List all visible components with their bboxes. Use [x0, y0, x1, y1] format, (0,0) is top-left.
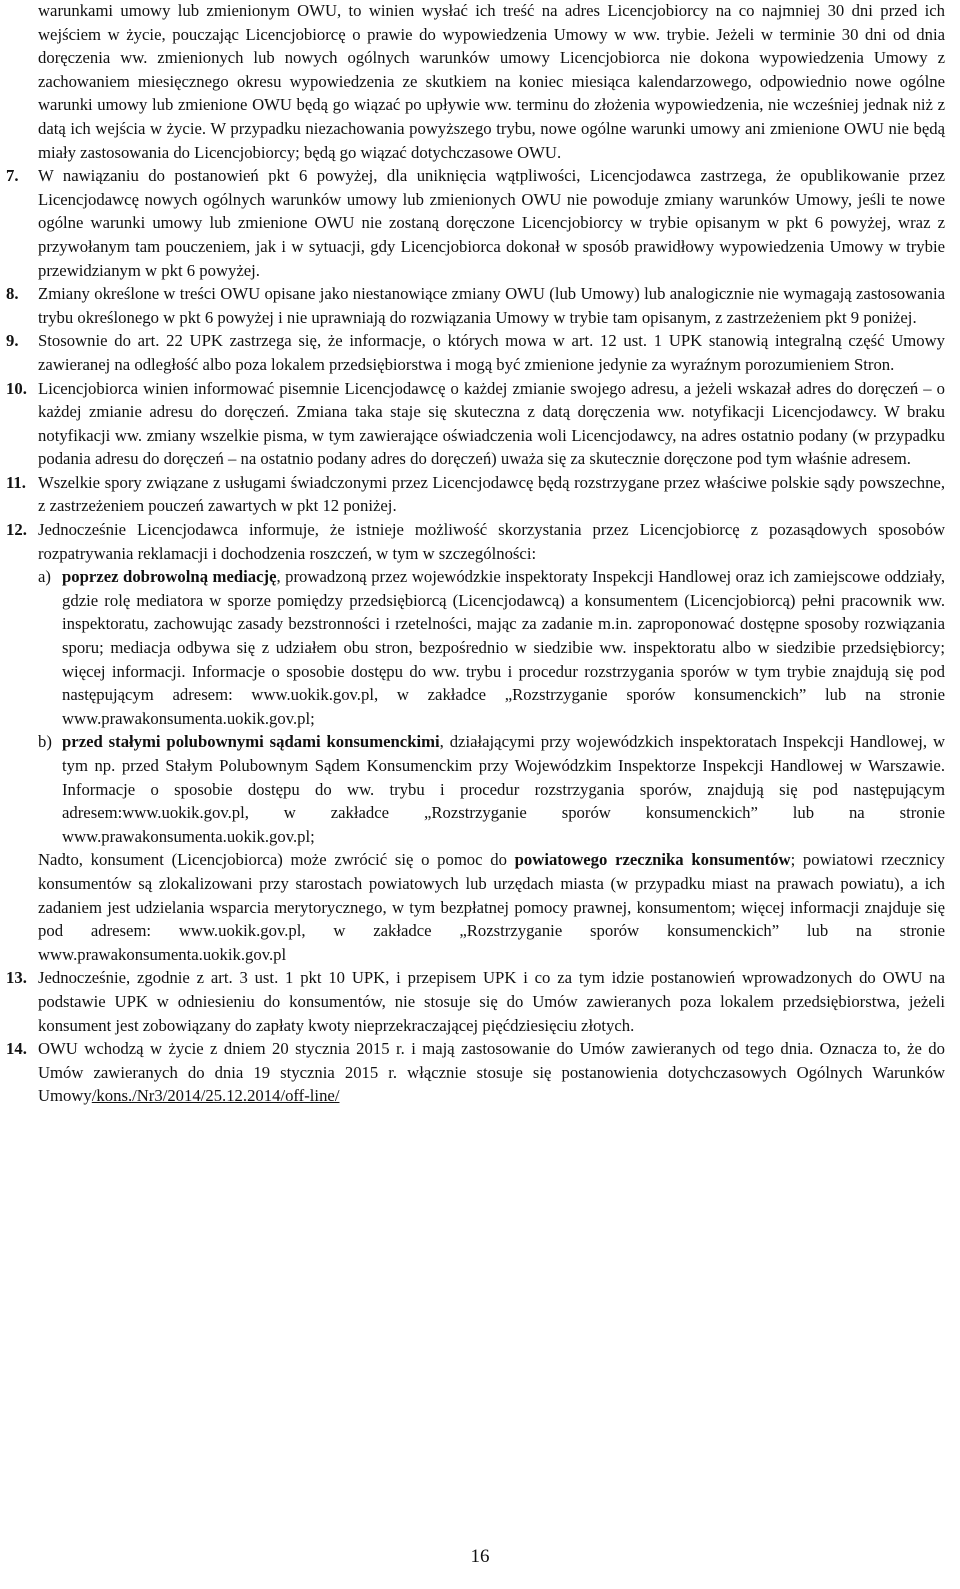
sub-item-b [38, 730, 960, 848]
sub-item-label: a) [38, 567, 51, 587]
list-item-14 [0, 1037, 960, 1108]
item-text: Zmiany określone w treści OWU opisane jako niestanowiące zmiany OWU (lub Umowy) lub analogicznie nie wymagają zastosowania trybu określonego w pkt 6 powyżej i nie uprawniają do rozwiązania Umowy w trybie tam opisanym, z zastrzeżeniem pkt 9 poniżej. [38, 284, 945, 327]
note-pre: Nadto, konsument (Licencjobiorca) może zwrócić się o pomoc do [38, 850, 515, 870]
item-number: 11. [6, 472, 26, 492]
sub-item-bold: poprzez dobrowolną mediację [62, 567, 277, 587]
item-text: Licencjobiorca winien informować pisemnie Licencjodawcę o każdej zmianie swojego adresu, a jeżeli wskazał adres do doręczeń – o każdej zmianie adresu do doręczeń. Zmiana taka staje się skuteczna z datą doręczenia ww. notyfikacji Licencjodawcy. W braku notyfikacji ww. zmiany wszelkie pisma, w tym zawierające oświadczenia woli Licencjodawcy, na adres ostatnio podany (w przypadku podania adresu do doręczeń – na ostatnio podany adres do doręczeń) uważa się za skutecznie doręczone pod tym właśnie adresem. [38, 378, 945, 469]
item-6-continuation: warunkami umowy lub zmienionym OWU, to winien wysłać ich treść na adres Licencjobiorcy na co najmniej 30 dni przed ich wejściem w życie, pouczając Licencjobiorcę o prawie do wypowiedzenia Umowy w ww. trybie. Jeżeli w terminie 30 dni od dnia doręczenia ww. zmienionych lub nowych ogólnych warunków umowy Licencjobiorca nie dokona wypowiedzenia Umowy z zachowaniem miesięcznego okresu wypowiedzenia ze skutkiem na koniec miesiąca kalendarzowego, odpowiednio nowe ogólne warunki umowy lub zmienione OWU będą go wiązać po upływie ww. terminu do złożenia wypowiedzenia, nie wcześniej jednak niż z datą ich wejścia w życie. W przypadku niezachowania powyższego trybu, nowe ogólne warunki umowy ani zmienione OWU nie będą miały zastosowania do Licencjobiorcy; będą go wiązać dotychczasowe OWU. [38, 1, 945, 162]
item-number: 14. [6, 1039, 27, 1059]
list-item-11 [0, 471, 960, 518]
sub-item-text [62, 730, 945, 848]
item-text [38, 1037, 945, 1108]
item-body: OWU wchodzą w życie z dniem 20 stycznia 2015 r. i mają zastosowanie do Umów zawieranych od tego dnia. Oznacza to, że do Umów zawieranych do dnia 19 stycznia 2015 r. włącznie stosuje się postanowienia dotychczasowych Ogólnych Warunków Umowy [38, 1039, 945, 1106]
sub-item-bold: przed stałymi polubownymi sądami konsumenckimi [62, 732, 440, 752]
note-bold: powiatowego rzecznika konsumentów [514, 850, 791, 870]
item-text: Jednocześnie, zgodnie z art. 3 ust. 1 pkt 10 UPK, i przepisem UPK i co za tym idzie postanowień wprowadzonych do OWU na podstawie UPK w odniesieniu do konsumentów, nie stosuje się do Umów zawieranych poza lokalem przedsiębiorstwa, jeżeli konsument jest zobowiązany do zapłaty kwoty nieprzekraczającej pięćdziesięciu złotych. [38, 968, 945, 1035]
item-text: Jednocześnie Licencjodawca informuje, że istnieje możliwość skorzystania przez Licencjobiorcę z pozasądowych sposobów rozpatrywania reklamacji i dochodzenia roszczeń, w tym w szczególności: [38, 520, 945, 563]
item-text: Stosownie do art. 22 UPK zastrzega się, że informacje, o których mowa w art. 12 ust. 1 UPK stanowią integralną część Umowy zawieranej na odległość albo poza lokalem przedsiębiorstwa i mogą być zmienione jedynie za wyraźnym porozumieniem Stron. [38, 331, 945, 374]
sub-item-label: b) [38, 732, 52, 752]
sub-item-text [62, 565, 945, 730]
list-item-8 [0, 282, 960, 329]
list-item-13 [0, 966, 960, 1037]
list-item-9 [0, 329, 960, 376]
list-item-12 [0, 518, 960, 565]
list-item-7 [0, 164, 960, 282]
item-number: 9. [6, 331, 19, 351]
item-number: 12. [6, 520, 27, 540]
document-reference: /kons./Nr3/2014/25.12.2014/off-line/ [91, 1086, 340, 1106]
sub-item-body: , działającymi przy wojewódzkich inspektoratach Inspekcji Handlowej, w tym np. przed Stałym Polubownym Sądem Konsumenckim przy Wojewódzkim Inspektorze Inspekcji Handlowej w Warszawie. Informacje o sposobie dostępu do ww. trybu i procedur rozstrzygania sporów, znajdują się pod następującym adresem:www.uokik.gov.pl, w zakładce „Rozstrzyganie sporów konsumenckich” lub na stronie www.prawakonsumenta.uokik.gov.pl; [62, 732, 945, 846]
item-text: W nawiązaniu do postanowień pkt 6 powyżej, dla uniknięcia wątpliwości, Licencjodawca zastrzega, że opublikowanie przez Licencjodawcę nowych ogólnych warunków umowy lub zmienionych OWU nie powoduje zmiany warunków Umowy, jeśli te nowe ogólne warunki umowy lub zmienione OWU nie zostaną doręczone Licencjobiorcy w trybie opisanym w pkt 6 powyżej, wraz z przywołanym tam pouczeniem, jak i w sytuacji, gdy Licencjobiorca dokonał w sposób prawidłowy wypowiedzenia Umowy w trybie przewidzianym w pkt 6 powyżej. [38, 166, 945, 280]
page-number: 16 [470, 1546, 490, 1567]
sub-item-body: , prowadzoną przez wojewódzkie inspektoraty Inspekcji Handlowej oraz ich zamiejscowe oddziały, gdzie rolę mediatora w sporze pomiędzy przedsiębiorcą (Licencjodawcą) a konsumentem (Licencjobiorcą) pełni pracownik ww. inspektoratu, zachowując zasady bezstronności i rzetelności, mając za zadanie m.in. zaproponować dostępne sposoby rozwiązania sporu; mediacja odbywa się z udziałem obu stron, bezpośrednio w siedzibie ww. inspektoratu albo w siedzibie przedsiębiorcy; więcej informacji. Informacje o sposobie dostępu do ww. trybu i procedur rozstrzygania sporów w tym trybie znajdują się pod następującym adresem: www.uokik.gov.pl, w zakładce „Rozstrzyganie sporów konsumenckich” lub na stronie www.prawakonsumenta.uokik.gov.pl; [62, 567, 945, 728]
note-post: ; powiatowi rzecznicy konsumentów są zlokalizowani przy starostach powiatowych lub urzędach miasta (w przypadku miast na prawach powiatu), a ich zadaniem jest udzielania wsparcia merytorycznego, w tym bezpłatnej pomocy prawnej, konsumentom; więcej informacji znajduje się pod adresem: www.uokik.gov.pl, w zakładce „Rozstrzyganie sporów konsumenckich” lub na stronie www.prawakonsumenta.uokik.gov.pl [38, 850, 945, 964]
item-number: 7. [6, 166, 19, 186]
list-item-10 [0, 377, 960, 471]
item-text: Wszelkie spory związane z usługami świadczonymi przez Licencjodawcę będą rozstrzygane przez właściwe polskie sądy powszechne, z zastrzeżeniem pouczeń zawartych w pkt 12 poniżej. [38, 472, 945, 516]
sub-item-a [38, 565, 960, 730]
consumer-ombudsman-note [0, 848, 960, 966]
item-number: 8. [6, 284, 19, 304]
item-number: 10. [6, 378, 27, 398]
item-number: 13. [6, 968, 27, 988]
